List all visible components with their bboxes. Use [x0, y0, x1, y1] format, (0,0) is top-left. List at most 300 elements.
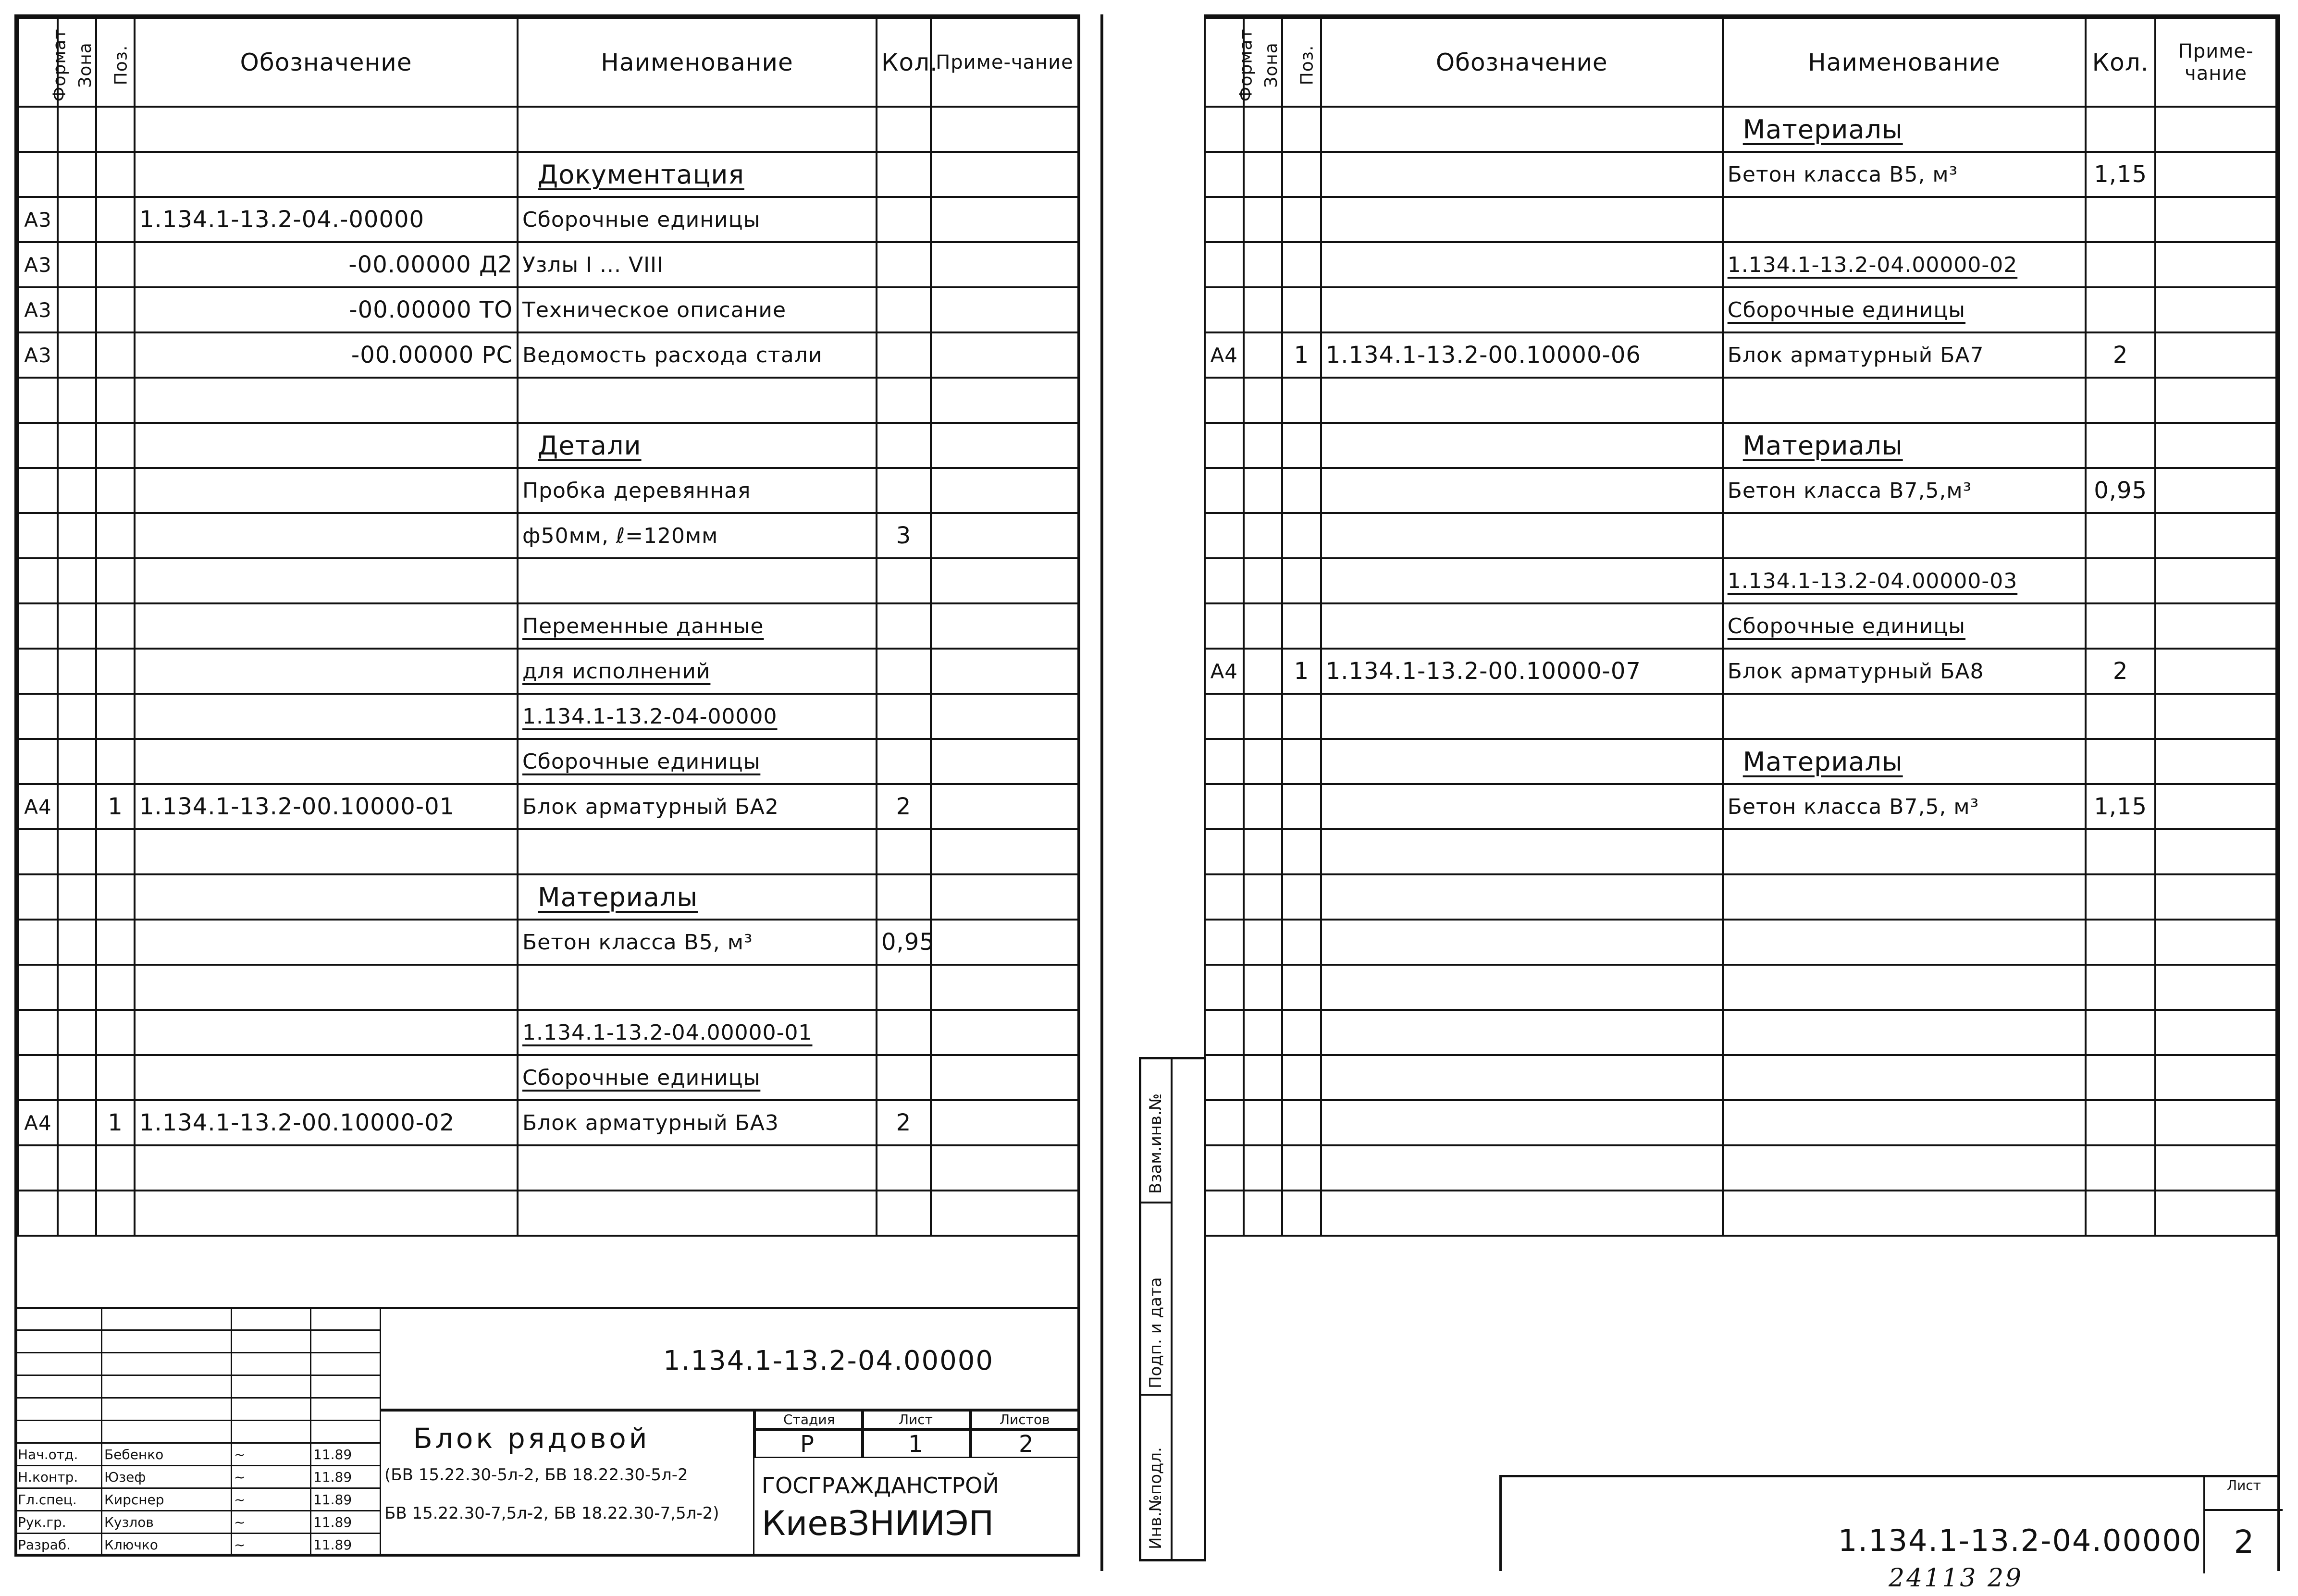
spec-row	[18, 468, 1078, 513]
cell-note	[2155, 829, 2276, 874]
cell-position	[1282, 1145, 1321, 1191]
cell-format	[18, 1191, 58, 1236]
cell-designation	[1321, 739, 1723, 784]
cell-format	[1205, 152, 1244, 197]
cell-zone	[1244, 739, 1283, 784]
cell-name	[518, 378, 877, 423]
cell-position	[1282, 423, 1321, 468]
cell-name: Сборочные единицы	[518, 739, 877, 784]
cell-note	[2155, 513, 2276, 558]
cell-note	[931, 965, 1078, 1010]
cell-note	[2155, 874, 2276, 920]
signatures-grid	[14, 1307, 381, 1557]
cell-note	[931, 558, 1078, 603]
cell-zone	[1244, 468, 1283, 513]
cell-zone	[58, 1100, 96, 1145]
cell-quantity: 1,15	[2086, 784, 2155, 829]
cell-designation	[135, 107, 518, 152]
right-sheet-number: 2	[2203, 1511, 2283, 1573]
cell-position	[96, 874, 135, 920]
cell-quantity	[2086, 513, 2155, 558]
blank-grid-cell	[232, 1308, 311, 1330]
sheet-value: 1	[908, 1431, 923, 1458]
cell-format	[1205, 513, 1244, 558]
document-subtitle-2: БВ 15.22.30-7,5л-2, БВ 18.22.30-7,5л-2)	[384, 1504, 719, 1523]
cell-name	[1723, 874, 2086, 920]
cell-format	[18, 1055, 58, 1100]
signature-scribble: ~	[232, 1534, 311, 1556]
spec-row	[1205, 558, 2276, 603]
blank-grid-cell	[15, 1308, 102, 1330]
cell-designation	[135, 152, 518, 197]
cell-position	[1282, 1010, 1321, 1055]
cell-position	[96, 558, 135, 603]
signature-row	[15, 1534, 381, 1556]
cell-format	[1205, 1145, 1244, 1191]
cell-name: Техническое описание	[518, 287, 877, 332]
cell-position	[1282, 920, 1321, 965]
cell-format	[1205, 920, 1244, 965]
right-spec-table	[1204, 17, 2277, 1237]
cell-designation	[135, 1191, 518, 1236]
cell-note	[2155, 558, 2276, 603]
cell-note	[2155, 649, 2276, 694]
cell-quantity	[877, 649, 931, 694]
spec-row	[1205, 287, 2276, 332]
cell-name: Пробка деревянная	[518, 468, 877, 513]
cell-position	[96, 197, 135, 242]
cell-format	[1205, 784, 1244, 829]
cell-designation	[135, 965, 518, 1010]
cell-position	[96, 107, 135, 152]
cell-position	[96, 1055, 135, 1100]
cell-designation	[1321, 603, 1723, 649]
cell-format: А3	[18, 287, 58, 332]
cell-note	[2155, 242, 2276, 287]
cell-zone	[1244, 1191, 1283, 1236]
cell-name: 1.134.1-13.2-04.00000-03	[1723, 558, 2086, 603]
spec-row	[1205, 694, 2276, 739]
cell-name: Бетон класса В7,5, м³	[1723, 784, 2086, 829]
cell-note	[931, 784, 1078, 829]
sign-date: 11.89	[311, 1488, 381, 1511]
cell-designation	[135, 874, 518, 920]
cell-designation	[1321, 1055, 1723, 1100]
cell-name: Бетон класса В5, м³	[1723, 152, 2086, 197]
cell-note	[931, 107, 1078, 152]
cell-note	[2155, 784, 2276, 829]
cell-zone	[58, 152, 96, 197]
cell-name	[1723, 197, 2086, 242]
spec-row	[18, 287, 1078, 332]
cell-note	[2155, 1055, 2276, 1100]
cell-quantity	[2086, 378, 2155, 423]
blank-grid-cell	[232, 1375, 311, 1398]
cell-note	[931, 1191, 1078, 1236]
cell-zone	[58, 739, 96, 784]
spec-row	[18, 107, 1078, 152]
cell-quantity	[877, 874, 931, 920]
cell-name: 1.134.1-13.2-04-00000	[518, 694, 877, 739]
cell-designation	[135, 739, 518, 784]
spec-row	[18, 513, 1078, 558]
cell-designation	[1321, 242, 1723, 287]
cell-quantity	[877, 603, 931, 649]
blank-grid-cell	[311, 1330, 381, 1353]
cell-quantity	[2086, 829, 2155, 874]
cell-designation	[1321, 468, 1723, 513]
cell-quantity	[877, 332, 931, 378]
sheet-label: Лист	[899, 1412, 933, 1427]
cell-quantity	[877, 1055, 931, 1100]
header-note: Приме-чание	[2155, 18, 2276, 107]
cell-format	[18, 558, 58, 603]
header-zone: Зона	[1244, 18, 1283, 107]
cell-quantity	[877, 965, 931, 1010]
sign-date: 11.89	[311, 1466, 381, 1488]
cell-note	[2155, 1145, 2276, 1191]
signature-row	[15, 1511, 381, 1534]
spec-row	[1205, 920, 2276, 965]
signer-name: Кузлов	[102, 1511, 232, 1534]
header-qty: Кол.	[2086, 18, 2155, 107]
cell-format	[18, 1010, 58, 1055]
right-document-code: 1.134.1-13.2-04.00000	[1838, 1523, 2202, 1558]
header-name: Наименование	[1723, 18, 2086, 107]
cell-designation	[135, 513, 518, 558]
spec-row	[1205, 468, 2276, 513]
cell-designation	[1321, 423, 1723, 468]
spec-row	[18, 784, 1078, 829]
cell-quantity: 0,95	[877, 920, 931, 965]
cell-position	[1282, 242, 1321, 287]
cell-zone	[1244, 1145, 1283, 1191]
spec-row	[18, 920, 1078, 965]
cell-quantity	[2086, 603, 2155, 649]
cell-zone	[1244, 423, 1283, 468]
spec-row	[1205, 152, 2276, 197]
cell-zone	[58, 829, 96, 874]
header-name: Наименование	[518, 18, 877, 107]
sign-date: 11.89	[311, 1511, 381, 1534]
header-format: Формат	[1205, 18, 1244, 107]
cell-designation: 1.134.1-13.2-00.10000-06	[1321, 332, 1723, 378]
spec-row	[18, 649, 1078, 694]
cell-quantity	[2086, 197, 2155, 242]
cell-name: Узлы I ... VIII	[518, 242, 877, 287]
cell-zone	[58, 965, 96, 1010]
right-sheet-label: Лист	[2203, 1477, 2283, 1511]
cell-quantity	[2086, 1145, 2155, 1191]
cell-note	[931, 152, 1078, 197]
cell-note	[931, 197, 1078, 242]
cell-note	[2155, 468, 2276, 513]
signature-row	[15, 1488, 381, 1511]
cell-name: Материалы	[1723, 739, 2086, 784]
cell-format	[18, 694, 58, 739]
spec-row	[18, 558, 1078, 603]
cell-designation	[1321, 513, 1723, 558]
cell-designation	[1321, 152, 1723, 197]
signature-scribble: ~	[232, 1443, 311, 1466]
cell-format	[1205, 1191, 1244, 1236]
cell-format	[18, 603, 58, 649]
cell-zone	[1244, 829, 1283, 874]
cell-zone	[1244, 197, 1283, 242]
sheets-label: Листов	[1000, 1412, 1050, 1427]
cell-position	[96, 829, 135, 874]
cell-position	[96, 423, 135, 468]
cell-note	[2155, 423, 2276, 468]
cell-name: Сборочные единицы	[518, 197, 877, 242]
cell-format: А4	[18, 1100, 58, 1145]
cell-position	[96, 649, 135, 694]
blank-grid-cell	[311, 1375, 381, 1398]
spec-row	[1205, 739, 2276, 784]
cell-name: Блок арматурный БА7	[1723, 332, 2086, 378]
archive-number: 24113 29	[1889, 1564, 2024, 1593]
cell-format	[18, 107, 58, 152]
blank-grid-cell	[15, 1353, 102, 1375]
cell-position	[1282, 1191, 1321, 1236]
cell-note	[931, 513, 1078, 558]
cell-zone	[58, 378, 96, 423]
cell-designation	[1321, 1145, 1723, 1191]
spec-row	[18, 874, 1078, 920]
blank-grid-cell	[102, 1308, 232, 1330]
cell-name: Бетон класса В5, м³	[518, 920, 877, 965]
cell-format	[18, 739, 58, 784]
spec-row	[18, 694, 1078, 739]
cell-position	[1282, 197, 1321, 242]
cell-position	[96, 694, 135, 739]
cell-position	[1282, 965, 1321, 1010]
cell-position	[96, 965, 135, 1010]
header-pos: Поз.	[1282, 18, 1321, 107]
signature-scribble: ~	[232, 1488, 311, 1511]
spec-row	[1205, 242, 2276, 287]
stage-label: Стадия	[783, 1412, 835, 1427]
cell-format	[1205, 1100, 1244, 1145]
cell-designation	[1321, 694, 1723, 739]
cell-position	[96, 242, 135, 287]
spec-row	[1205, 1010, 2276, 1055]
strip-cell-replace	[1141, 1059, 1173, 1203]
cell-position	[1282, 694, 1321, 739]
cell-name	[1723, 1191, 2086, 1236]
cell-format	[1205, 829, 1244, 874]
cell-quantity	[2086, 287, 2155, 332]
cell-zone	[58, 1191, 96, 1236]
cell-designation	[1321, 1010, 1723, 1055]
cell-name: Материалы	[1723, 423, 2086, 468]
cell-zone	[58, 784, 96, 829]
cell-zone	[58, 874, 96, 920]
cell-zone	[1244, 1010, 1283, 1055]
organization-name: ГОСГРАЖДАНСТРОЙ	[762, 1473, 999, 1498]
cell-name	[518, 558, 877, 603]
cell-quantity: 2	[877, 784, 931, 829]
spec-row	[1205, 649, 2276, 694]
spec-row	[1205, 1055, 2276, 1100]
spec-row	[1205, 197, 2276, 242]
cell-format	[1205, 1010, 1244, 1055]
cell-zone	[1244, 694, 1283, 739]
spec-row	[18, 1055, 1078, 1100]
document-code: 1.134.1-13.2-04.00000	[663, 1345, 994, 1376]
cell-format	[1205, 468, 1244, 513]
cell-format: А4	[1205, 649, 1244, 694]
cell-name: Блок арматурный БА3	[518, 1100, 877, 1145]
cell-quantity	[2086, 558, 2155, 603]
cell-position	[1282, 603, 1321, 649]
cell-note	[2155, 332, 2276, 378]
spec-row	[1205, 829, 2276, 874]
cell-name: Блок арматурный БА2	[518, 784, 877, 829]
cell-quantity	[877, 423, 931, 468]
cell-note	[931, 829, 1078, 874]
cell-quantity	[877, 378, 931, 423]
left-spec-body	[18, 107, 1078, 1236]
strip-cell-sign	[1141, 1203, 1173, 1396]
cell-format	[18, 965, 58, 1010]
strip-cell-inv	[1141, 1396, 1173, 1561]
blank-grid-cell	[15, 1421, 102, 1443]
cell-format	[18, 423, 58, 468]
cell-zone	[1244, 1100, 1283, 1145]
cell-note	[931, 739, 1078, 784]
cell-quantity	[877, 739, 931, 784]
cell-designation	[135, 378, 518, 423]
sign-date: 11.89	[311, 1534, 381, 1556]
cell-quantity: 3	[877, 513, 931, 558]
cell-designation	[1321, 107, 1723, 152]
cell-quantity	[877, 287, 931, 332]
cell-position	[1282, 513, 1321, 558]
blank-grid-row	[15, 1421, 381, 1443]
cell-quantity: 1,15	[2086, 152, 2155, 197]
cell-quantity	[877, 242, 931, 287]
cell-note	[2155, 1010, 2276, 1055]
cell-designation	[135, 603, 518, 649]
cell-name	[1723, 1010, 2086, 1055]
cell-note	[2155, 965, 2276, 1010]
cell-position	[1282, 107, 1321, 152]
cell-note	[931, 1100, 1078, 1145]
cell-format	[1205, 739, 1244, 784]
spec-row	[1205, 1191, 2276, 1236]
cell-zone	[1244, 920, 1283, 965]
cell-note	[931, 1055, 1078, 1100]
cell-designation: 1.134.1-13.2-00.10000-07	[1321, 649, 1723, 694]
spec-row	[18, 152, 1078, 197]
cell-designation	[1321, 829, 1723, 874]
cell-note	[931, 332, 1078, 378]
blank-grid-row	[15, 1330, 381, 1353]
cell-designation	[1321, 965, 1723, 1010]
cell-format	[1205, 287, 1244, 332]
cell-name: Сборочные единицы	[518, 1055, 877, 1100]
blank-grid-cell	[102, 1398, 232, 1421]
cell-position	[96, 1191, 135, 1236]
spec-row	[18, 242, 1078, 287]
cell-note	[931, 1010, 1078, 1055]
cell-name: Сборочные единицы	[1723, 603, 2086, 649]
title-block	[14, 1307, 1080, 1557]
cell-zone	[1244, 784, 1283, 829]
signatures-body	[15, 1308, 381, 1556]
cell-designation: 1.134.1-13.2-00.10000-02	[135, 1100, 518, 1145]
signature-row	[15, 1466, 381, 1488]
cell-designation: 1.134.1-13.2-04.-00000	[135, 197, 518, 242]
stamp-strip	[1139, 1057, 1206, 1561]
signer-name: Кирснер	[102, 1488, 232, 1511]
cell-position	[96, 739, 135, 784]
cell-note	[931, 287, 1078, 332]
spec-row	[1205, 378, 2276, 423]
signer-role: Гл.спец.	[15, 1488, 102, 1511]
blank-grid-cell	[15, 1330, 102, 1353]
cell-position	[1282, 152, 1321, 197]
cell-format	[18, 874, 58, 920]
cell-name	[518, 829, 877, 874]
right-footer	[1499, 1475, 2280, 1571]
blank-grid-cell	[102, 1375, 232, 1398]
sheets-value: 2	[1019, 1431, 1034, 1458]
cell-zone	[58, 1010, 96, 1055]
cell-position: 1	[96, 784, 135, 829]
cell-designation: 1.134.1-13.2-00.10000-01	[135, 784, 518, 829]
cell-note	[931, 874, 1078, 920]
blank-grid-row	[15, 1398, 381, 1421]
cell-zone	[58, 423, 96, 468]
cell-quantity	[2086, 1191, 2155, 1236]
document-subtitle-1: (БВ 15.22.30-5л-2, БВ 18.22.30-5л-2	[384, 1465, 688, 1485]
cell-format	[1205, 242, 1244, 287]
cell-quantity	[2086, 920, 2155, 965]
cell-designation	[135, 829, 518, 874]
header-zone: Зона	[58, 18, 96, 107]
blank-grid-cell	[232, 1398, 311, 1421]
blank-grid-cell	[15, 1398, 102, 1421]
cell-zone	[58, 332, 96, 378]
signer-role: Нач.отд.	[15, 1443, 102, 1466]
cell-zone	[58, 603, 96, 649]
cell-note	[2155, 1191, 2276, 1236]
cell-format	[18, 1145, 58, 1191]
cell-format	[18, 920, 58, 965]
cell-name: Документация	[518, 152, 877, 197]
cell-designation	[135, 1055, 518, 1100]
cell-quantity	[877, 107, 931, 152]
header-pos: Поз.	[96, 18, 135, 107]
cell-note	[931, 242, 1078, 287]
blank-grid-cell	[311, 1308, 381, 1330]
cell-note	[931, 603, 1078, 649]
spec-row	[18, 829, 1078, 874]
spec-row	[1205, 603, 2276, 649]
cell-note	[2155, 694, 2276, 739]
cell-position	[96, 332, 135, 378]
cell-zone	[58, 468, 96, 513]
cell-note	[2155, 197, 2276, 242]
cell-zone	[1244, 287, 1283, 332]
cell-name: Переменные данные	[518, 603, 877, 649]
cell-designation	[1321, 874, 1723, 920]
cell-quantity	[2086, 739, 2155, 784]
cell-name	[1723, 1145, 2086, 1191]
right-spec-body	[1205, 107, 2276, 1236]
